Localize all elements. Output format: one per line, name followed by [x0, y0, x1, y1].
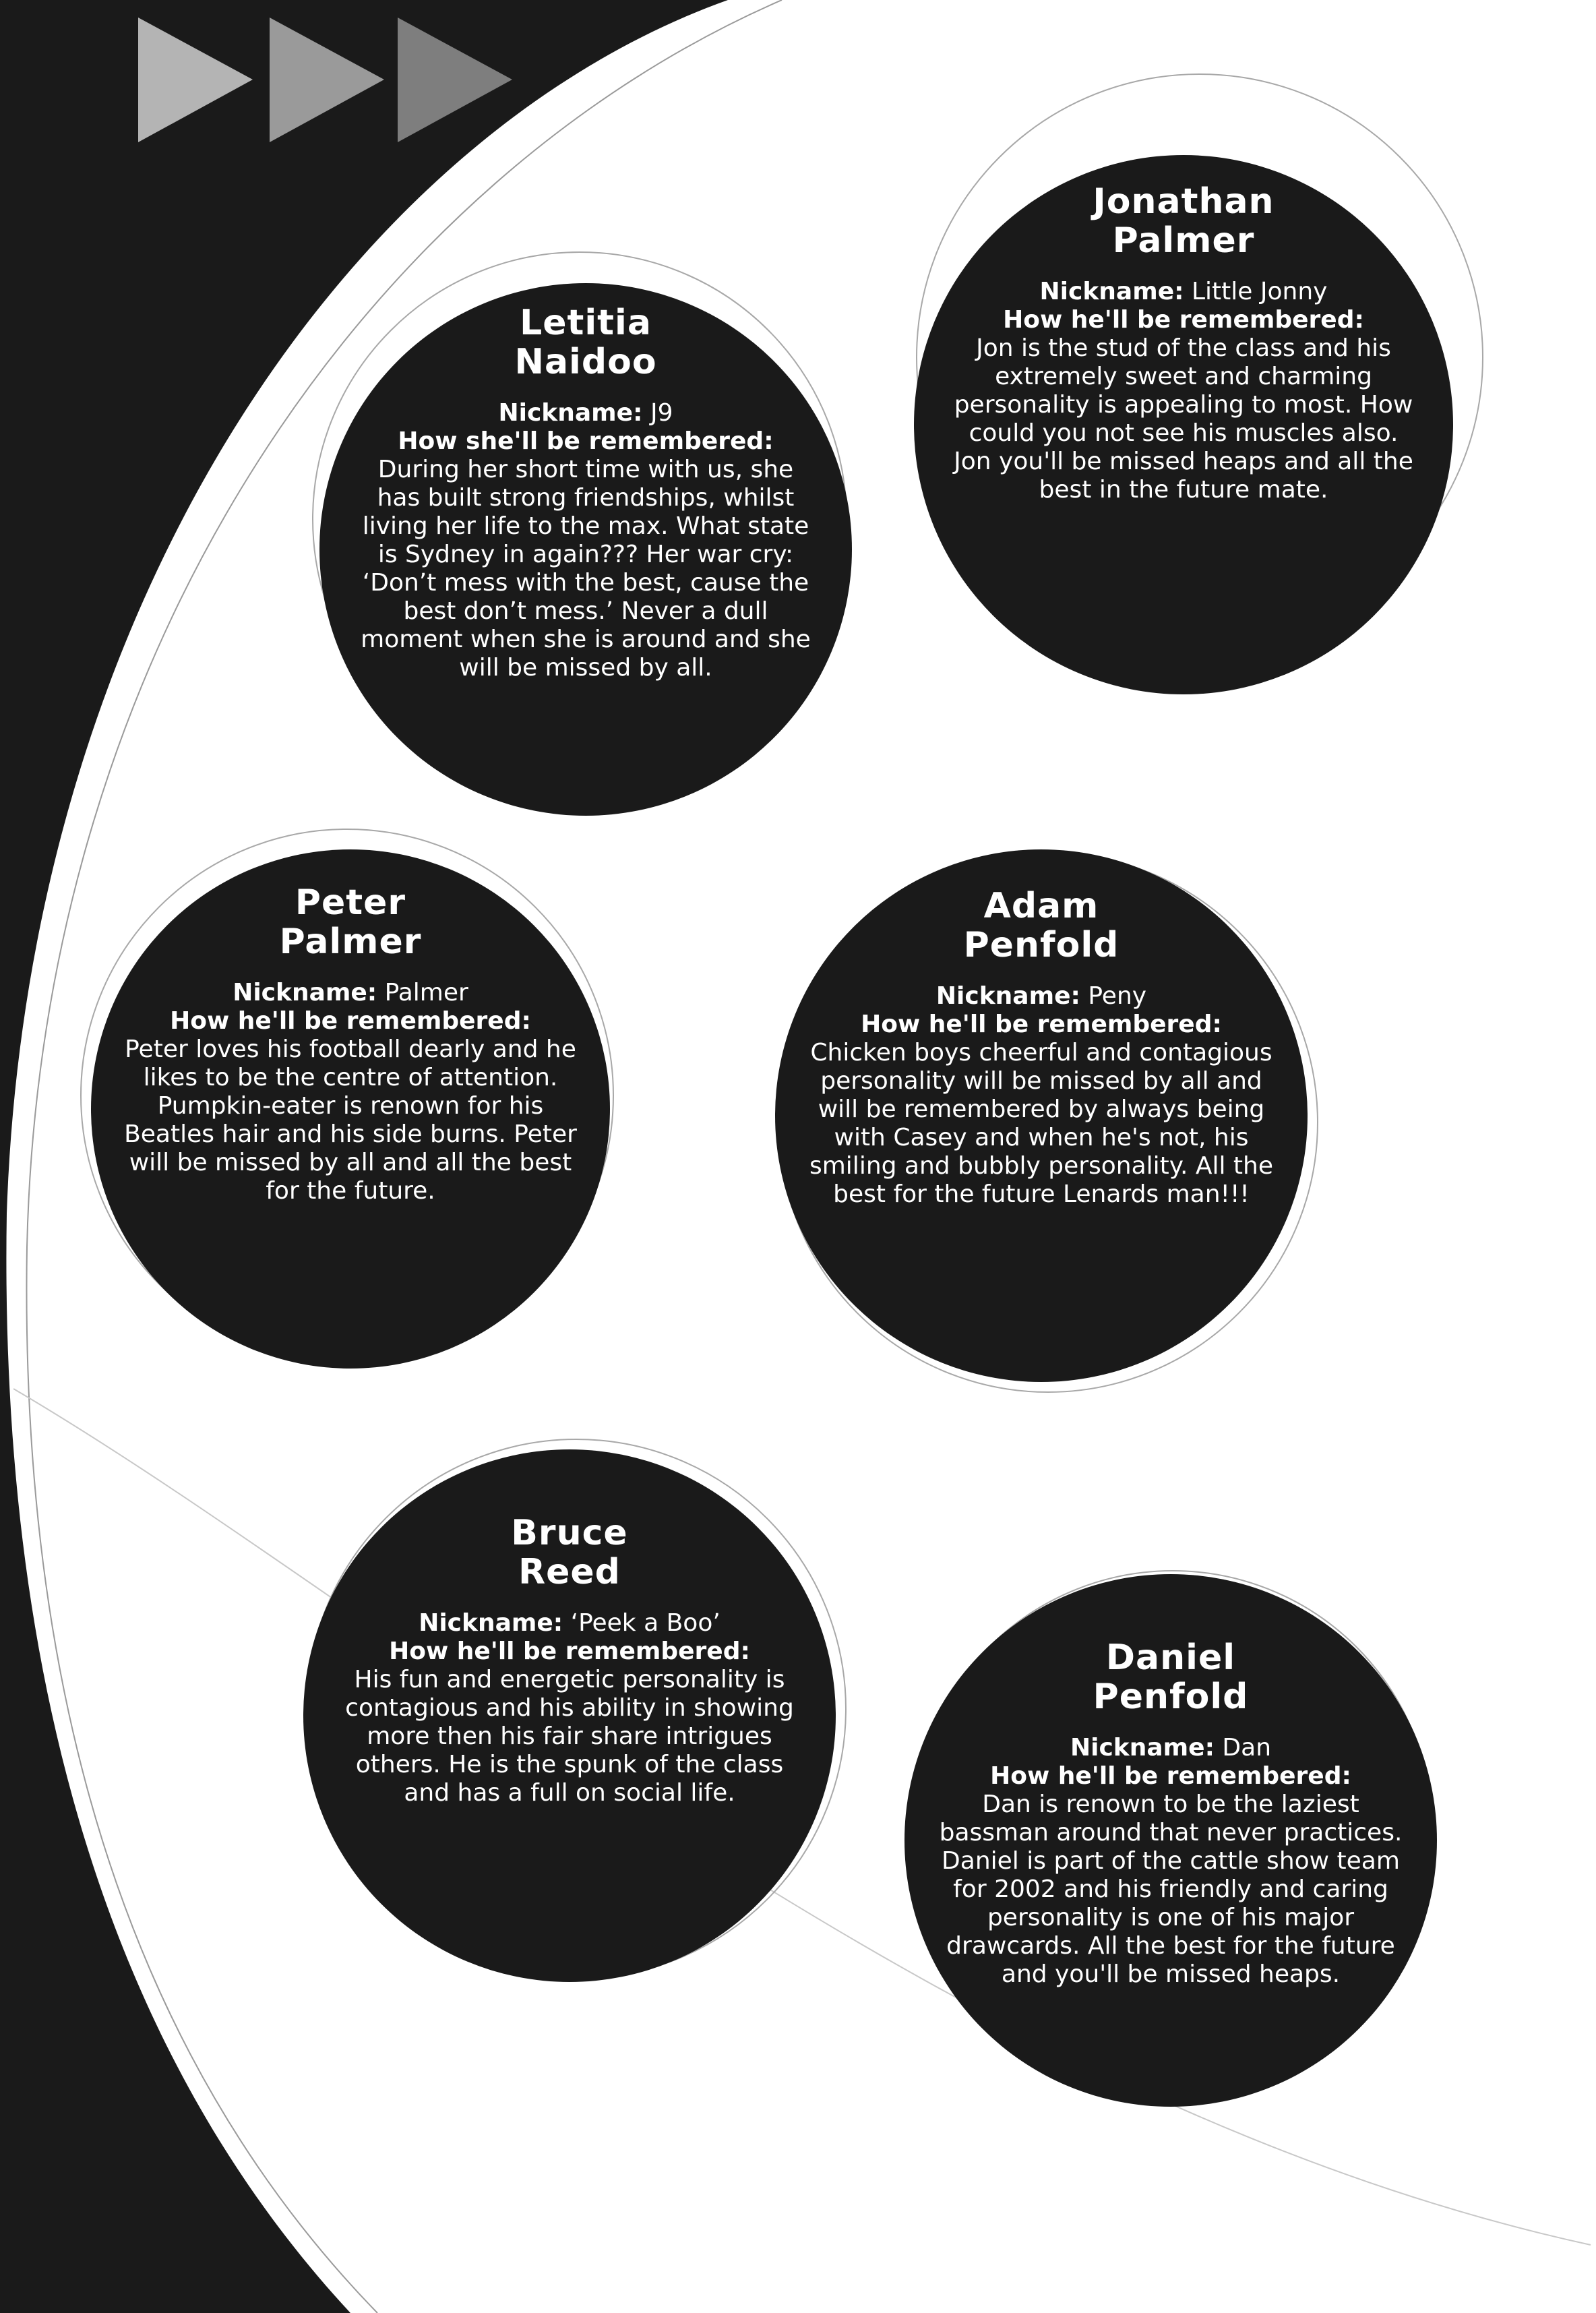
profile-description: Jon is the stud of the class and his extremely sweet and charming personality is appealing to most. How could you not see his muscles also. Jon you'll be missed heaps and all the best in the future mate.	[954, 334, 1413, 504]
nickname-label: Nickname:	[1039, 278, 1184, 305]
profile-name	[964, 887, 1119, 965]
nickname-value: Dan	[1222, 1734, 1272, 1762]
nickname-label: Nickname:	[1070, 1734, 1215, 1762]
nickname-value: Peny	[1088, 982, 1147, 1010]
first-name: Peter	[295, 882, 406, 923]
profile-card	[914, 155, 1453, 694]
first-name: Adam	[983, 886, 1099, 926]
nickname-row	[1070, 1734, 1271, 1762]
first-name: Jonathan	[1093, 181, 1275, 222]
last-name: Penfold	[1093, 1677, 1249, 1717]
nickname-row	[233, 979, 468, 1007]
last-name: Palmer	[1112, 220, 1255, 261]
nickname-value: J9	[650, 399, 673, 427]
remembered-label: How he'll be remembered:	[861, 1011, 1222, 1038]
last-name: Penfold	[963, 925, 1119, 965]
profile-description: Chicken boys cheerful and contagious personality will be missed by all and will be remembered by always being with Casey and when he's not, his smiling and bubbly personality. All the best for the future Lenards man!!!	[809, 1039, 1274, 1208]
profile-name	[511, 1513, 627, 1592]
remembered-label: How he'll be remembered:	[389, 1638, 750, 1665]
nickname-value: Palmer	[384, 979, 468, 1007]
first-name: Daniel	[1105, 1638, 1236, 1678]
nickname-label: Nickname:	[935, 982, 1080, 1010]
profile-name	[1093, 1638, 1249, 1716]
nickname-label: Nickname:	[498, 399, 643, 427]
nickname-row	[936, 982, 1146, 1011]
nickname-row	[1040, 278, 1328, 306]
nickname-value: ‘Peek a Boo’	[570, 1609, 720, 1637]
nickname-row	[419, 1609, 720, 1638]
profile-description: His fun and energetic personality is contagious and his ability in showing more then his fair share intrigues others. He is the spunk of the class and has a full on social life.	[345, 1666, 794, 1807]
nickname-row	[499, 399, 673, 427]
profile-card	[904, 1574, 1437, 2107]
remembered-label: How he'll be remembered:	[1003, 306, 1364, 334]
profile-card	[775, 849, 1308, 1382]
remembered-label: How he'll be remembered:	[990, 1762, 1351, 1790]
profile-name	[514, 303, 656, 382]
profile-card	[303, 1449, 836, 1982]
profile-card	[91, 849, 610, 1369]
profile-name	[1093, 182, 1274, 260]
profile-description: Dan is renown to be the laziest bassman around that never practices. Daniel is part of the cattle show team for 2002 and his friendly and caring personality is one of his major drawcards. All the best for the future and you'll be missed heaps.	[939, 1791, 1403, 1988]
last-name: Palmer	[279, 922, 422, 962]
first-name: Letitia	[520, 303, 652, 343]
profile-name	[280, 883, 422, 961]
remembered-label: How he'll be remembered:	[170, 1007, 531, 1035]
first-name: Bruce	[511, 1513, 628, 1553]
remembered-label: How she'll be remembered:	[398, 427, 774, 455]
profile-card	[319, 283, 852, 816]
profile-description: Peter loves his football dearly and he likes to be the centre of attention. Pumpkin-eater is renown for his Beatles hair and his side burns. Peter will be missed by all and all the best for the future.	[124, 1035, 577, 1205]
last-name: Reed	[518, 1552, 621, 1592]
nickname-value: Little Jonny	[1191, 278, 1328, 305]
nickname-label: Nickname:	[233, 979, 377, 1007]
profile-description: During her short time with us, she has built strong friendships, whilst living her life to the max. What state is Sydney in again??? Her war cry: ‘Don’t mess with the best, cause the best don’t mess.’ Never a dull moment when she is around and she will be missed by all.	[361, 456, 811, 682]
last-name: Naidoo	[514, 342, 657, 382]
nickname-label: Nickname:	[419, 1609, 563, 1637]
